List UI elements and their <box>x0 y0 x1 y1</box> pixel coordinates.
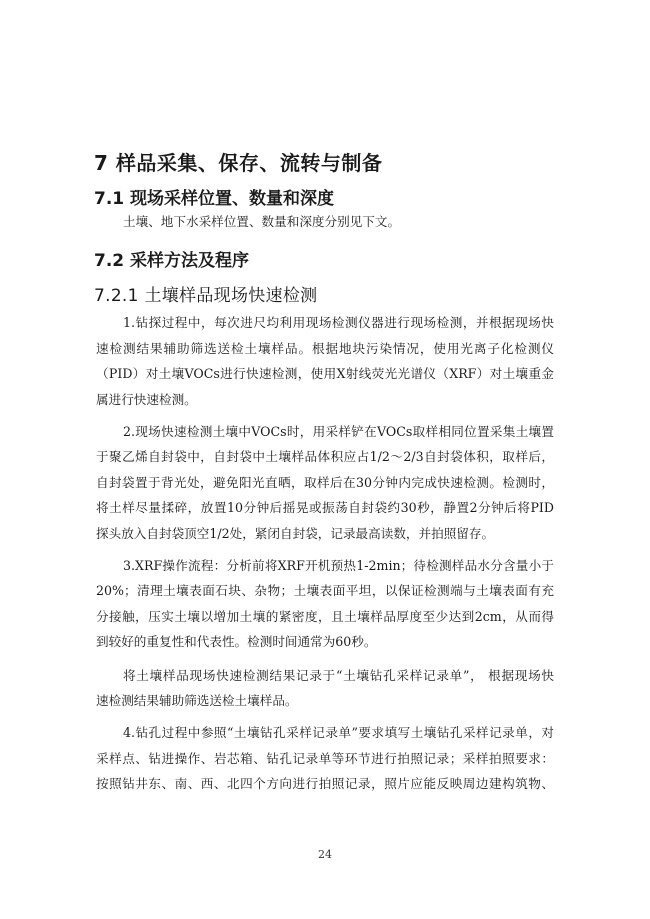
paragraph-line: 按照钻井东、南、西、北四个方向进行拍照记录，照片应能反映周边建构筑物、 <box>96 776 554 791</box>
paragraph-line: 将土样尽量揉碎，放置10分钟后摇晃或振荡自封袋约30秒，静置2分钟后将PID <box>96 500 554 515</box>
paragraph-line: 采样点、钻进操作、岩芯箱、钻孔记录单等环节进行拍照记录；采样拍照要求： <box>96 751 554 766</box>
paragraph-line: （PID）对土壤VOCs进行快速检测，使用X射线荧光光谱仪（XRF）对土壤重金 <box>96 366 554 381</box>
paragraph-line: 20%；清理土壤表面石块、杂物；土壤表面平坦，以保证检测端与土壤表面有充 <box>96 583 554 598</box>
chapter-heading: 7 样品采集、保存、流转与制备 <box>94 151 383 175</box>
subsection-heading-7-2-1: 7.2.1 土壤样品现场快速检测 <box>94 286 318 306</box>
paragraph-line: 分接触，压实土壤以增加土壤的紧密度，且土壤样品厚度至少达到2cm，从而得 <box>96 609 554 624</box>
paragraph-line: 速检测结果辅助筛选送检土壤样品。根据地块污染情况，使用光离子化检测仪 <box>96 341 554 356</box>
paragraph-line: 4.钻孔过程中参照“土壤钻孔采样记录单”要求填写土壤钻孔采样记录单，对 <box>123 725 554 740</box>
paragraph-line: 3.XRF操作流程：分析前将XRF开机预热1-2min；待检测样品水分含量小于 <box>123 558 554 573</box>
section-7-1-body: 土壤、地下水采样位置、数量和深度分别见下文。 <box>123 214 401 229</box>
section-heading-7-2: 7.2 采样方法及程序 <box>94 251 250 271</box>
paragraph-line: 于聚乙烯自封袋中，自封袋中土壤样品体积应占1/2～2/3自封袋体积，取样后， <box>96 449 554 464</box>
paragraph-line: 速检测结果辅助筛选送检土壤样品。 <box>96 693 298 708</box>
paragraph-line: 将土壤样品现场快速检测结果记录于“土壤钻孔采样记录单”， 根据现场快 <box>123 668 554 683</box>
paragraph-line: 探头放入自封袋顶空1/2处，紧闭自封袋，记录最高读数，并拍照留存。 <box>96 526 495 541</box>
page-number: 24 <box>318 848 332 861</box>
paragraph-line: 2.现场快速检测土壤中VOCs时，用采样铲在VOCs取样相同位置采集土壤置 <box>123 424 554 439</box>
section-heading-7-1: 7.1 现场采样位置、数量和深度 <box>94 189 335 209</box>
paragraph-line: 到较好的重复性和代表性。检测时间通常为60秒。 <box>96 634 377 649</box>
paragraph-line: 属进行快速检测。 <box>96 392 197 407</box>
paragraph-line: 自封袋置于背光处，避免阳光直晒，取样后在30分钟内完成快速检测。检测时， <box>96 475 554 490</box>
paragraph-line: 1.钻探过程中，每次进尺均利用现场检测仪器进行现场检测，并根据现场快 <box>123 315 554 330</box>
